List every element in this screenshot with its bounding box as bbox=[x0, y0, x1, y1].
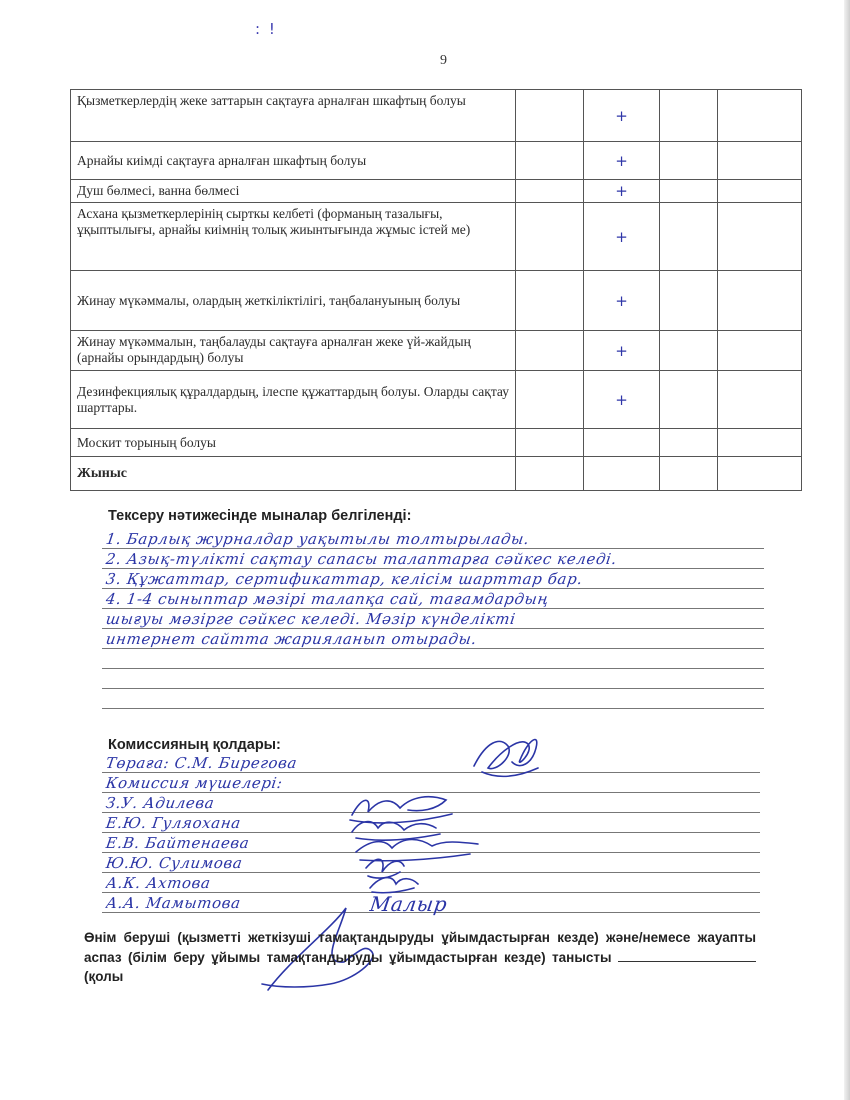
criterion-cell: Жинау мүкәммалы, олардың жеткіліктілігі, таңбалануының болуы bbox=[71, 271, 516, 331]
commission-member: З.У. Адилева bbox=[104, 794, 216, 812]
footer-acknowledgement bbox=[84, 928, 756, 987]
empty-cell bbox=[718, 203, 802, 271]
empty-cell bbox=[660, 331, 718, 371]
footer-text-after: (қолы bbox=[84, 969, 124, 984]
table-row-total bbox=[71, 457, 802, 491]
note-line: шығуы мәзірге сәйкес келеді. Мәзір күнделікті bbox=[104, 610, 517, 628]
table-row bbox=[71, 331, 802, 371]
mark-cell: + bbox=[584, 90, 660, 142]
inspection-notes bbox=[102, 528, 764, 728]
footer-text-before: Өнім беруші (қызметті жеткізуші тамақтандыруды ұйымдастырған кезде) және/немесе жауапты аспаз (білім беру ұйымы тамақтандыруды ұйымдастырған кезде) танысты bbox=[84, 930, 756, 965]
empty-cell bbox=[660, 203, 718, 271]
empty-cell bbox=[718, 90, 802, 142]
commission-member: А.К. Ахтова bbox=[104, 874, 212, 892]
empty-cell bbox=[516, 90, 584, 142]
total-label: Жыныс bbox=[71, 457, 516, 491]
empty-cell bbox=[660, 457, 718, 491]
empty-cell bbox=[718, 371, 802, 429]
table-row bbox=[71, 371, 802, 429]
empty-cell bbox=[718, 180, 802, 203]
empty-cell bbox=[516, 180, 584, 203]
mark-cell: + bbox=[584, 142, 660, 180]
criterion-cell: Арнайы киімді сақтауға арналған шкафтың болуы bbox=[71, 142, 516, 180]
commission-member: А.А. Мамытова bbox=[104, 894, 242, 912]
empty-cell bbox=[660, 371, 718, 429]
empty-cell bbox=[516, 457, 584, 491]
empty-cell bbox=[516, 331, 584, 371]
table-row bbox=[71, 203, 802, 271]
note-line: 1. Барлық журналдар уақытылы толтырылады. bbox=[104, 530, 531, 548]
commission-signatures bbox=[102, 752, 760, 922]
commission-member: Е.В. Байтенаева bbox=[104, 834, 251, 852]
mark-cell bbox=[584, 429, 660, 457]
table-row bbox=[71, 142, 802, 180]
mark-cell: + bbox=[584, 203, 660, 271]
empty-cell bbox=[660, 429, 718, 457]
empty-cell bbox=[660, 180, 718, 203]
empty-cell bbox=[584, 457, 660, 491]
signature-text: Малыр bbox=[368, 892, 449, 916]
mark-cell: + bbox=[584, 331, 660, 371]
page-number: 9 bbox=[440, 53, 447, 68]
commission-member: Е.Ю. Гуляохана bbox=[104, 814, 243, 832]
note-line: 2. Азық-түлікті сақтау сапасы талаптарға сәйкес келеді. bbox=[104, 550, 619, 568]
commission-heading: Комиссияның қолдары: bbox=[108, 737, 281, 753]
empty-cell bbox=[516, 142, 584, 180]
note-line: 4. 1-4 сыныптар мәзірі талапқа сай, тағамдардың bbox=[104, 590, 551, 608]
table-row bbox=[71, 90, 802, 142]
empty-cell bbox=[516, 203, 584, 271]
empty-cell bbox=[718, 429, 802, 457]
scan-edge bbox=[844, 0, 850, 1100]
checklist-table bbox=[70, 89, 802, 491]
empty-cell bbox=[718, 271, 802, 331]
empty-cell bbox=[718, 142, 802, 180]
empty-cell bbox=[660, 142, 718, 180]
table-row bbox=[71, 180, 802, 203]
empty-cell bbox=[660, 271, 718, 331]
criterion-cell: Жинау мүкәммалын, таңбалауды сақтауға арналған жеке үй-жайдың (арнайы орындардың) болуы bbox=[71, 331, 516, 371]
empty-cell bbox=[516, 371, 584, 429]
criterion-cell: Асхана қызметкерлерінің сырткы келбеті (форманың тазалығы, ұқыптылығы, арнайы киімнің толық жиынтығында жұмыс істей ме) bbox=[71, 203, 516, 271]
empty-cell bbox=[718, 331, 802, 371]
inspection-heading: Тексеру нәтижесінде мыналар белгіленді: bbox=[108, 508, 412, 524]
table-row bbox=[71, 429, 802, 457]
commission-member: Ю.Ю. Сулимова bbox=[104, 854, 244, 872]
stamp-mark: : ! bbox=[255, 20, 277, 38]
note-line: 3. Құжаттар, сертификаттар, келісім шарттар бар. bbox=[104, 570, 584, 588]
empty-cell bbox=[718, 457, 802, 491]
table-row bbox=[71, 271, 802, 331]
criterion-cell: Дезинфекциялық құралдардың, ілеспе құжаттардың болуы. Оларды сақтау шарттары. bbox=[71, 371, 516, 429]
criterion-cell: Москит торының болуы bbox=[71, 429, 516, 457]
note-line: интернет сайтта жарияланып отырады. bbox=[104, 630, 479, 648]
criterion-cell: Душ бөлмесі, ванна бөлмесі bbox=[71, 180, 516, 203]
commission-member: Комиссия мүшелері: bbox=[104, 774, 284, 792]
mark-cell: + bbox=[584, 271, 660, 331]
mark-cell: + bbox=[584, 371, 660, 429]
footer-signature-line bbox=[618, 949, 756, 962]
empty-cell bbox=[516, 429, 584, 457]
empty-cell bbox=[660, 90, 718, 142]
criterion-cell: Қызметкерлердің жеке заттарын сақтауға арналған шкафтың болуы bbox=[71, 90, 516, 142]
mark-cell: + bbox=[584, 180, 660, 203]
commission-member: Төраға: С.М. Бирегова bbox=[104, 754, 299, 772]
empty-cell bbox=[516, 271, 584, 331]
